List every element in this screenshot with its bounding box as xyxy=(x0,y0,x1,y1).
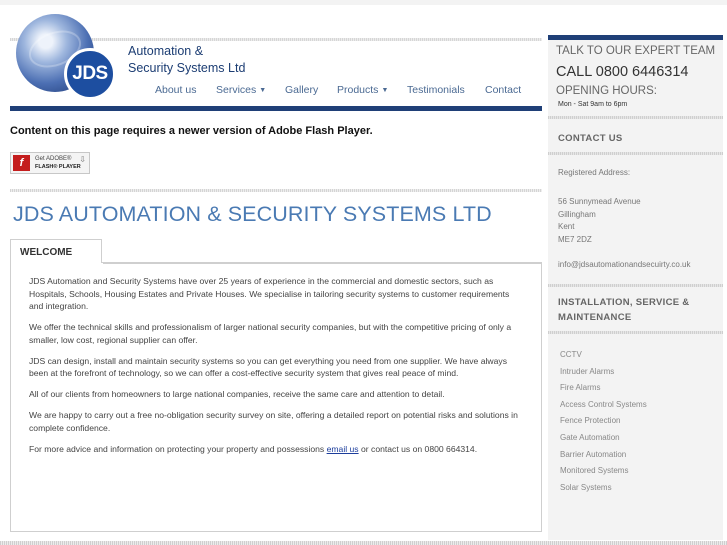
nav-gallery[interactable]: Gallery xyxy=(285,84,319,96)
tab-welcome[interactable]: WELCOME xyxy=(10,239,102,263)
chevron-down-icon: ▼ xyxy=(381,87,389,94)
sidebar-divider xyxy=(548,284,723,287)
get-flash-player-button[interactable] xyxy=(10,152,90,174)
sidebar-divider xyxy=(548,331,723,334)
talk-heading: TALK TO OUR EXPERT TEAM xyxy=(556,45,716,57)
email-us-link[interactable]: email us xyxy=(326,443,359,454)
service-item[interactable]: Access Control Systems xyxy=(560,399,647,409)
logo-badge[interactable]: JDS xyxy=(64,48,116,100)
service-item[interactable]: Fire Alarms xyxy=(560,383,601,393)
brand-name-line2: Security Systems Ltd xyxy=(128,61,246,75)
welcome-panel xyxy=(10,262,542,532)
page-title: JDS AUTOMATION & SECURITY SYSTEMS LTD xyxy=(13,202,492,226)
contact-us-heading: CONTACT US xyxy=(558,133,623,144)
opening-hours-heading: OPENING HOURS: xyxy=(556,85,657,97)
paragraph: JDS can design, install and maintain security systems so you can get everything you need from one supplier. We have always been at the forefront of technology, so we can offer a cost-effective security system that gives real peace of mind. xyxy=(29,355,507,378)
service-item[interactable]: Barrier Automation xyxy=(560,449,627,459)
registered-address-label: Registered Address: xyxy=(558,168,631,177)
services-heading: INSTALLATION, SERVICE & MAINTENANCE xyxy=(558,297,690,323)
phone-number[interactable]: CALL 0800 6446314 xyxy=(556,64,689,80)
service-item[interactable]: Monitored Systems xyxy=(560,466,629,476)
address-block: 56 Sunnymead Avenue Gillingham Kent ME7 2DZ xyxy=(558,197,641,244)
sidebar xyxy=(548,35,723,540)
brand-name-line1: Automation & xyxy=(128,44,204,58)
welcome-content xyxy=(29,275,524,464)
nav-products[interactable]: Products ▼ xyxy=(337,84,389,96)
paragraph: All of our clients from homeowners to large national companies, receive the same care and attention to detail. xyxy=(29,389,445,399)
flash-notice: Content on this page requires a newer version of Adobe Flash Player. xyxy=(10,125,373,137)
service-item[interactable]: Intruder Alarms xyxy=(560,366,615,376)
main-column xyxy=(10,8,542,538)
nav-underline-bar xyxy=(10,106,542,111)
nav-services[interactable]: Services ▼ xyxy=(216,84,267,96)
section-divider xyxy=(10,189,542,192)
service-item[interactable]: CCTV xyxy=(560,350,582,359)
welcome-tab-box xyxy=(10,239,542,532)
download-icon: ⇩ xyxy=(79,155,86,164)
paragraph: For more advice and information on protecting your property and possessions email us or contact us on 0800 664314. xyxy=(29,443,478,454)
sidebar-top-bar xyxy=(548,35,723,40)
sidebar-divider xyxy=(548,152,723,155)
paragraph: We are happy to carry out a free no-obligation security survey on site, offering a detailed report on potential risks and solutions in complete confidence. xyxy=(29,410,518,433)
contact-email[interactable]: info@jdsautomationandsecuirty.co.uk xyxy=(558,260,691,269)
service-item[interactable]: Solar Systems xyxy=(560,482,612,492)
service-item[interactable]: Gate Automation xyxy=(560,432,620,442)
paragraph: We offer the technical skills and professionalism of larger national security companies, but with the competitive pricing of only a smaller, low cost, regional supplier can offer. xyxy=(29,322,512,345)
top-strip xyxy=(0,0,727,5)
service-item[interactable]: Fence Protection xyxy=(560,416,621,426)
sidebar-divider xyxy=(548,116,723,119)
paragraph: JDS Automation and Security Systems have over 25 years of experience in the commercial and domestic sectors, such as Hospitals, Schools, Housing Estates and Private Houses. We specialise in tailoring security systems to customer requirements and integration. xyxy=(29,276,510,311)
flash-button-top-text: Get ADOBE® xyxy=(35,156,72,162)
nav-contact[interactable]: Contact xyxy=(485,84,522,96)
chevron-down-icon: ▼ xyxy=(259,87,267,94)
flash-button-bottom-text: FLASH® PLAYER xyxy=(35,164,81,170)
flash-logo-icon: f xyxy=(13,155,30,171)
services-list xyxy=(560,348,647,497)
footer-divider xyxy=(0,541,727,545)
nav-about-us[interactable]: About us xyxy=(155,84,197,96)
nav-testimonials[interactable]: Testimonials xyxy=(407,84,465,96)
opening-hours-value: Mon - Sat 9am to 6pm xyxy=(558,101,628,108)
